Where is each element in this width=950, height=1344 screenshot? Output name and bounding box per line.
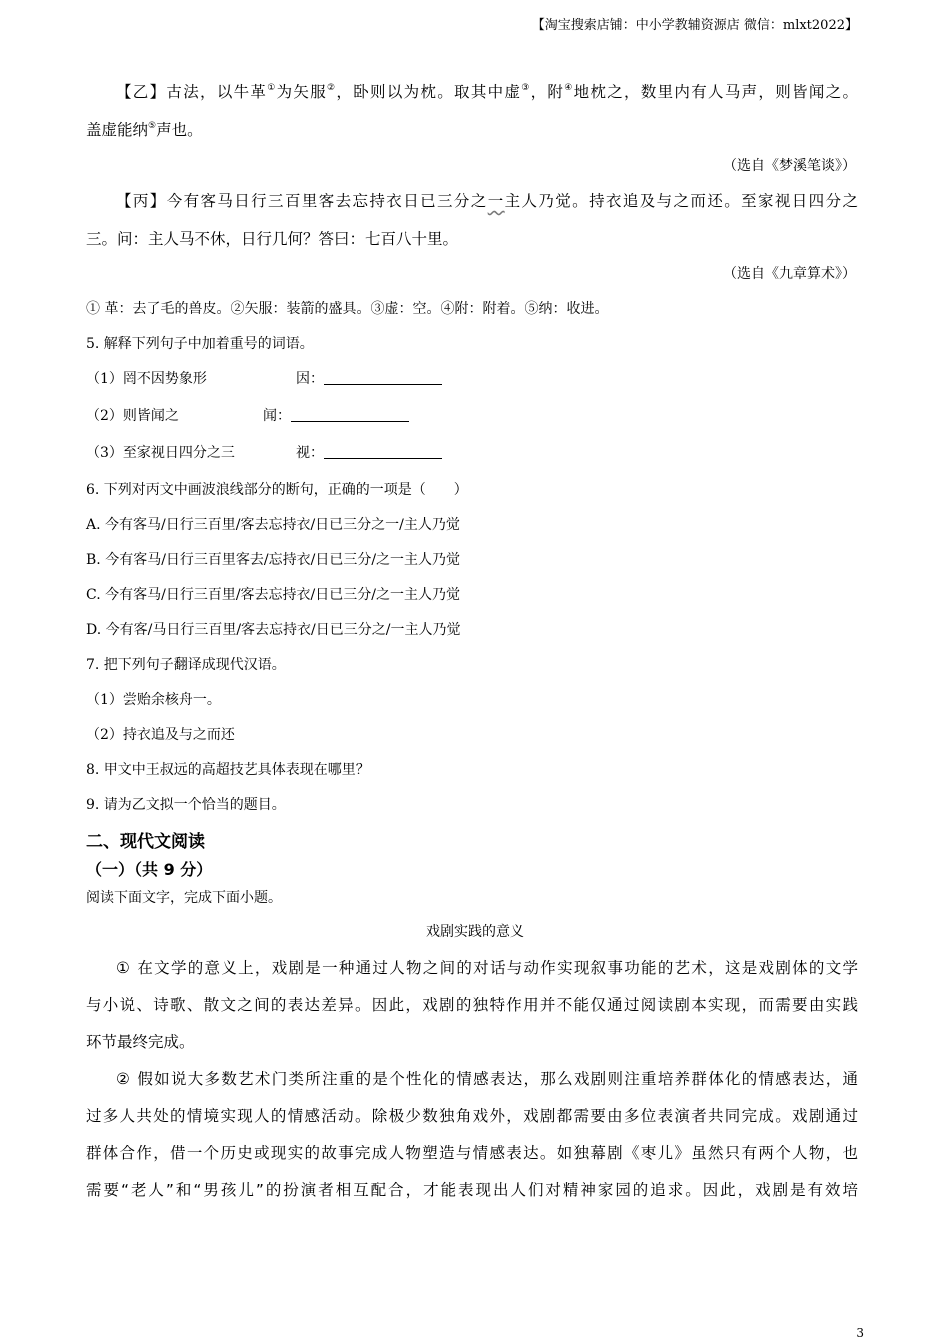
page-header: 【淘宝搜索店铺：中小学教辅资源店 微信：mlxt2022】 bbox=[531, 18, 858, 33]
question-9: 9. 请为乙文拟一个恰当的题目。 bbox=[86, 797, 286, 813]
bing-source: （选自《九章算术》） bbox=[723, 266, 856, 282]
yi-tag: 【乙】 bbox=[116, 83, 167, 101]
article-paragraph-2-line-2: 过多人共处的情境实现人的情感活动。除极少数独角戏外，戏剧都需要由多位表演者共同完成。戏剧通过 bbox=[86, 1107, 858, 1125]
yi-paragraph-line-2: 盖虚能纳⑤声也。 bbox=[86, 121, 203, 139]
reading-instruction: 阅读下面文字，完成下面小题。 bbox=[86, 890, 282, 906]
wavy-underline: 一 bbox=[487, 192, 505, 210]
question-5-item-1: （1）罔不因势象形 因： bbox=[86, 368, 442, 388]
question-7-item-2: （2）持衣追及与之而还 bbox=[86, 727, 235, 743]
question-5-stem: 5. 解释下列句子中加着重号的词语。 bbox=[86, 336, 314, 352]
page-number: 3 bbox=[856, 1326, 864, 1340]
question-6-stem: 6. 下列对丙文中画波浪线部分的断句，正确的一项是（ ） bbox=[86, 482, 468, 498]
article-paragraph-1-line-3: 环节最终完成。 bbox=[86, 1033, 195, 1051]
article-title: 戏剧实践的意义 bbox=[426, 924, 524, 940]
question-6-option-b: B. 今有客马/日行三百里客去/忘持衣/日已三分/之一主人乃觉 bbox=[86, 552, 461, 568]
yi-paragraph-line-1: 【乙】古法，以牛革①为矢服②，卧则以为枕。取其中虚③，附④地枕之，数里内有人马声，则皆闻之。 bbox=[116, 83, 858, 101]
yi-source: （选自《梦溪笔谈》） bbox=[723, 158, 856, 174]
bing-paragraph-line-2: 三。问：主人马不休，日行几何？答曰：七百八十里。 bbox=[86, 230, 459, 248]
question-6-option-c: C. 今有客马/日行三百里/客去忘持衣/日已三分/之一主人乃觉 bbox=[86, 587, 460, 603]
answer-blank[interactable] bbox=[324, 444, 442, 459]
bing-paragraph-line-1: 【丙】今有客马日行三百里客去忘持衣日已三分之一主人乃觉。持衣追及与之而还。至家视日四分之 bbox=[116, 192, 858, 210]
question-5-item-2: （2）则皆闻之 闻： bbox=[86, 405, 409, 425]
annotation-notes: ① 革：去了毛的兽皮。②矢服：装箭的盛具。③虚：空。④附：附着。⑤纳：收进。 bbox=[86, 301, 609, 317]
bing-tag: 【丙】 bbox=[116, 192, 167, 210]
article-paragraph-1-line-1: ① 在文学的意义上，戏剧是一种通过人物之间的对话与动作实现叙事功能的艺术，这是戏剧体的文学 bbox=[116, 959, 858, 977]
question-8: 8. 甲文中王叔远的高超技艺具体表现在哪里？ bbox=[86, 762, 370, 778]
article-paragraph-2-line-3: 群体合作，借一个历史或现实的故事完成人物塑造与情感表达。如独幕剧《枣儿》虽然只有两个人物，也 bbox=[86, 1144, 858, 1162]
article-paragraph-2-line-1: ② 假如说大多数艺术门类所注重的是个性化的情感表达，那么戏剧则注重培养群体化的情感表达，通 bbox=[116, 1070, 858, 1088]
article-paragraph-1-line-2: 与小说、诗歌、散文之间的表达差异。因此，戏剧的独特作用并不能仅通过阅读剧本实现，而需要由实践 bbox=[86, 996, 858, 1014]
question-6-option-d: D. 今有客/马日行三百里/客去忘持衣/日已三分之/一主人乃觉 bbox=[86, 622, 461, 638]
question-6-option-a: A. 今有客马/日行三百里/客去忘持衣/日已三分之一/主人乃觉 bbox=[86, 517, 460, 533]
section-subtitle: （一）（共 9 分） bbox=[86, 860, 213, 879]
question-7-stem: 7. 把下列句子翻译成现代汉语。 bbox=[86, 657, 286, 673]
answer-blank[interactable] bbox=[324, 370, 442, 385]
answer-blank[interactable] bbox=[291, 407, 409, 422]
question-7-item-1: （1）尝贻余核舟一。 bbox=[86, 692, 221, 708]
article-paragraph-2-line-4: 需要“老人”和“男孩儿”的扮演者相互配合，才能表现出人们对精神家园的追求。因此，戏剧是有效培 bbox=[86, 1181, 858, 1199]
question-5-item-3: （3）至家视日四分之三 视： bbox=[86, 442, 442, 462]
section-title: 二、现代文阅读 bbox=[86, 832, 205, 852]
